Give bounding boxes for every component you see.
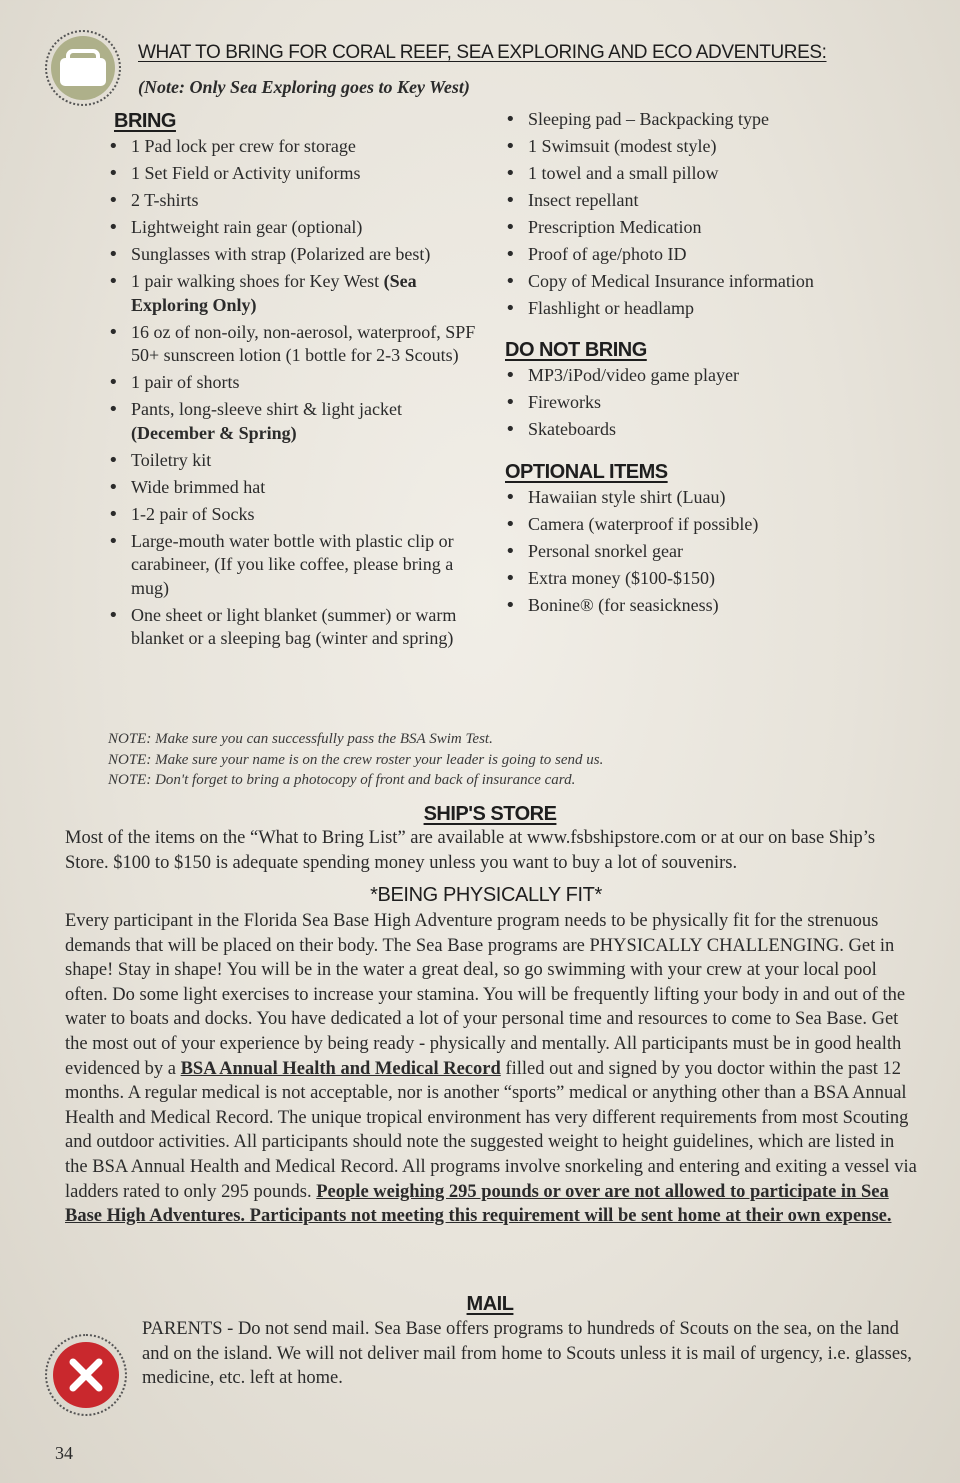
bring-item-text: Pants, long-sleeve shirt & light jacket bbox=[131, 399, 402, 419]
bring-item-text: Large-mouth water bottle with plastic clip or carabineer, (If you like coffee, please bring a mug) bbox=[131, 530, 454, 598]
page-title: WHAT TO BRING FOR CORAL REEF, SEA EXPLORING AND ECO ADVENTURES: bbox=[138, 42, 827, 63]
optional-list bbox=[505, 486, 925, 618]
bring-item-text: Lightweight rain gear (optional) bbox=[131, 217, 363, 237]
bring-right-item: • 1 Swimsuit (modest style) bbox=[505, 135, 925, 159]
bring-item bbox=[108, 135, 478, 159]
bring-item bbox=[108, 476, 478, 500]
bring-item bbox=[108, 243, 478, 267]
ships-store-body: Most of the items on the “What to Bring List” are available at www.fsbshipstore.com or at our on base Ship’s Store. $100 to $150 is adequate spending money unless you want to buy a lot of souvenirs. bbox=[65, 828, 876, 873]
bring-item-text: One sheet or light blanket (summer) or warm blanket or a sleeping bag (winter and spring) bbox=[131, 604, 457, 648]
bring-item bbox=[108, 270, 478, 317]
bring-item bbox=[108, 189, 478, 213]
fit-body-part-1: Every participant in the Florida Sea Base High Adventure program needs to be physically fit for the strenuous demands that will be placed on their body. The Sea Base programs are PHYSICALLY CHALLENGING. Get in shape! Stay in shape! You will be in the water a great deal, so go swimming with your crew at your local pool often. Do some light exercises to increase your stamina. You will be frequently lifting your body in and out of the water to boats and docks. You have dedicated a lot of your personal time and resources to come to Sea Base. Get the most out of your experience by being ready - physically and mentally. All participants must be in good health evidenced by a bbox=[65, 911, 906, 1079]
bring-heading: BRING bbox=[114, 110, 176, 132]
bring-item bbox=[108, 321, 478, 368]
do-not-bring-item: • Skateboards bbox=[505, 418, 925, 442]
optional-item: • Camera (waterproof if possible) bbox=[505, 513, 925, 537]
optional-item: • Personal snorkel gear bbox=[505, 540, 925, 564]
bring-right-section bbox=[505, 108, 925, 621]
optional-item: • Extra money ($100-$150) bbox=[505, 567, 925, 591]
note-swim-test: NOTE: Make sure you can successfully pass the BSA Swim Test. bbox=[108, 731, 493, 747]
bring-item-text: 2 T-shirts bbox=[131, 190, 199, 210]
page-subtitle: (Note: Only Sea Exploring goes to Key West) bbox=[138, 77, 470, 97]
bring-item-text: Wide brimmed hat bbox=[131, 476, 266, 497]
bring-right-item: • Insect repellant bbox=[505, 189, 925, 213]
no-x-icon bbox=[47, 1336, 125, 1414]
bring-item-text: 16 oz of non-oily, non-aerosol, waterproof, SPF 50+ sunscreen lotion (1 bottle for 2-3 Scouts) bbox=[131, 321, 476, 365]
bring-item bbox=[108, 216, 478, 240]
ships-store-heading: SHIP'S STORE bbox=[423, 803, 557, 825]
bring-right-list bbox=[505, 108, 925, 321]
bring-item-text: 1 pair of shorts bbox=[131, 372, 240, 392]
do-not-bring-list bbox=[505, 364, 925, 442]
bring-item bbox=[108, 371, 478, 395]
note-crew-roster: NOTE: Make sure your name is on the crew roster your leader is going to send us. bbox=[108, 751, 604, 768]
luggage-icon bbox=[47, 32, 119, 104]
optional-item: • Hawaiian style shirt (Luau) bbox=[505, 486, 925, 510]
bring-section bbox=[108, 110, 478, 654]
notes-block bbox=[108, 729, 908, 791]
bring-item bbox=[108, 530, 478, 601]
bring-right-item: • Flashlight or headlamp bbox=[505, 297, 925, 321]
luggage-badge bbox=[45, 30, 121, 106]
weight-limit-warning: People weighing 295 pounds or over are not allowed to participate in Sea Base High Adventures. Participants not meeting this requirement will be sent home at their own expense. bbox=[65, 1181, 892, 1227]
fit-body-part-2: filled out and signed by you doctor within the past 12 months. A regular medical is not acceptable, nor is another “sports” medical or anything other than a BSA Annual Health and Medical Record. The unique tropical environment has very different requirements from most Scouting and outdoor activities. All participants should note the suggested weight to height guidelines, which are listed in the BSA Annual Health and Medical Record. All programs involve snorkeling and entering and exiting a vessel via ladders rated to only 295 pounds. bbox=[65, 1058, 917, 1202]
fit-heading: *BEING PHYSICALLY FIT* bbox=[370, 884, 602, 906]
bring-item-text: Toiletry kit bbox=[131, 449, 212, 470]
health-record-link[interactable]: BSA Annual Health and Medical Record bbox=[180, 1058, 501, 1079]
do-not-bring-item: • MP3/iPod/video game player bbox=[505, 364, 925, 388]
bring-right-item: • Prescription Medication bbox=[505, 216, 925, 240]
mail-body: PARENTS - Do not send mail. Sea Base offers programs to hundreds of Scouts on the sea, on the land and on the island. We will not deliver mail from home to Scouts unless it is mail of urgency, i.e. glasses, medicine, etc. left at home. bbox=[142, 1319, 912, 1389]
bring-right-item: • 1 towel and a small pillow bbox=[505, 162, 925, 186]
note-insurance: NOTE: Don't forget to bring a photocopy of front and back of insurance card. bbox=[108, 772, 576, 788]
bring-item-text: Sunglasses with strap (Polarized are best) bbox=[131, 244, 431, 264]
bring-right-item: • Sleeping pad – Backpacking type bbox=[505, 108, 925, 132]
bring-item bbox=[108, 604, 478, 651]
bring-item bbox=[108, 398, 478, 445]
bring-right-item: • Proof of age/photo ID bbox=[505, 243, 925, 267]
bring-item-text: 1 Set Field or Activity uniforms bbox=[131, 163, 361, 183]
bring-item-text: 1-2 pair of Socks bbox=[131, 503, 255, 524]
do-not-bring-heading: DO NOT BRING bbox=[505, 338, 647, 361]
bring-item bbox=[108, 449, 478, 473]
do-not-bring-item: • Fireworks bbox=[505, 391, 925, 415]
optional-item: • Bonine® (for seasickness) bbox=[505, 594, 925, 618]
bring-item bbox=[108, 503, 478, 527]
optional-heading: OPTIONAL ITEMS bbox=[505, 461, 668, 483]
bring-list bbox=[108, 135, 478, 651]
page-number: 34 bbox=[55, 1443, 73, 1463]
mail-heading: MAIL bbox=[466, 1293, 514, 1315]
bring-right-item: • Copy of Medical Insurance information bbox=[505, 270, 925, 294]
bring-item-text: 1 pair walking shoes for Key West bbox=[131, 271, 384, 291]
bring-item-text: 1 Pad lock per crew for storage bbox=[131, 136, 356, 156]
no-mail-badge bbox=[45, 1334, 127, 1416]
bring-item-bold: (Sea Exploring Only) bbox=[131, 271, 417, 315]
bring-item bbox=[108, 162, 478, 186]
fit-body bbox=[65, 909, 917, 1229]
bring-item-bold: (December & Spring) bbox=[131, 422, 297, 443]
